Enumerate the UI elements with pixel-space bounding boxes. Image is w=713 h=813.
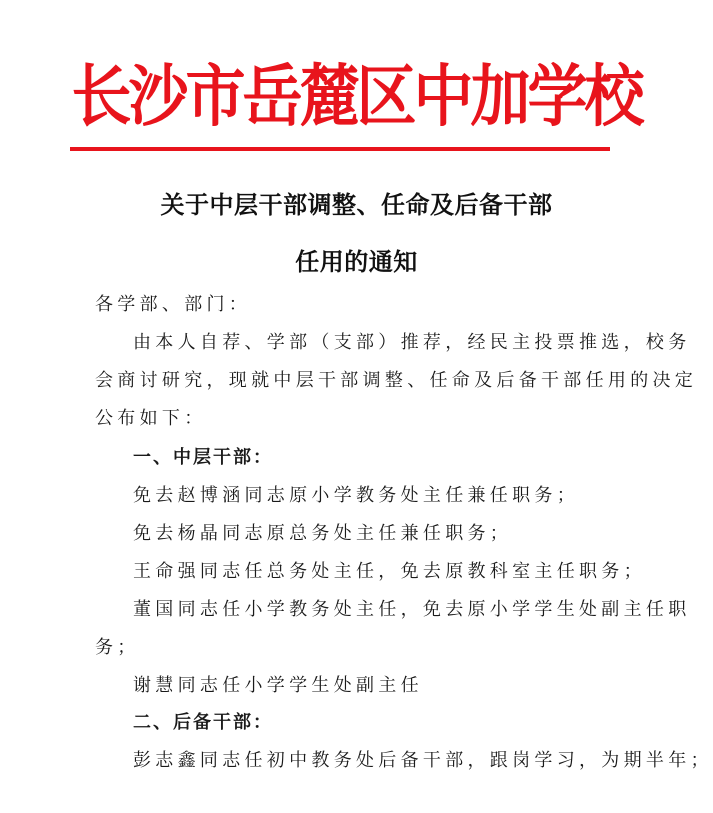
section-1-item-1: 免去赵博涵同志原小学教务处主任兼任职务； bbox=[133, 485, 579, 506]
section-2-item-1: 彭志鑫同志任初中教务处后备干部，跟岗学习，为期半年； bbox=[133, 750, 713, 771]
section-2-heading: 二、后备干部： bbox=[133, 712, 273, 733]
school-masthead: 长沙市岳麓区中加学校 bbox=[71, 57, 642, 137]
section-1-heading: 一、中层干部： bbox=[133, 447, 273, 468]
section-1-item-4-continued: 务； bbox=[95, 637, 140, 658]
intro-line-3: 公布如下： bbox=[95, 408, 207, 429]
salutation: 各学部、部门： bbox=[95, 294, 252, 315]
section-1-item-2: 免去杨晶同志原总务处主任兼任职务； bbox=[133, 523, 513, 544]
document-title-line-1: 关于中层干部调整、任命及后备干部 bbox=[160, 191, 553, 219]
section-1-item-4: 董国同志任小学教务处主任，免去原小学学生处副主任职 bbox=[133, 599, 691, 620]
document-title-line-2: 任用的通知 bbox=[295, 248, 418, 276]
section-1-item-3: 王命强同志任总务处主任，免去原教科室主任职务； bbox=[133, 561, 646, 582]
intro-line-2: 会商讨研究，现就中层干部调整、任命及后备干部任用的决定 bbox=[95, 370, 698, 391]
section-1-item-5: 谢慧同志任小学学生处副主任 bbox=[133, 675, 423, 696]
intro-line-1: 由本人自荐、学部（支部）推荐，经民主投票推选，校务 bbox=[133, 332, 691, 353]
masthead-red-rule bbox=[70, 147, 610, 151]
